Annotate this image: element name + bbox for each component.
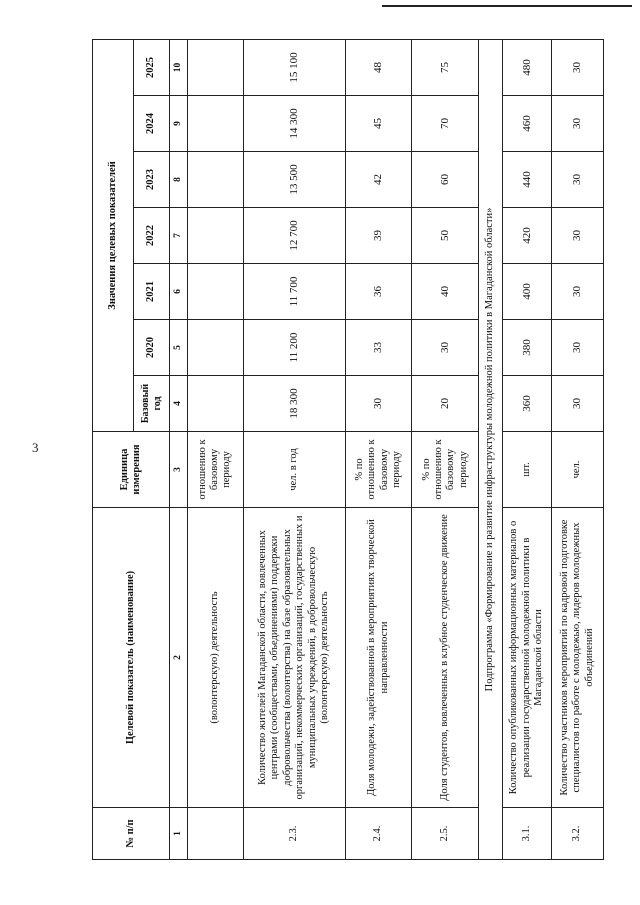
row-value: 45 <box>345 96 412 152</box>
row-value: 30 <box>552 264 604 320</box>
column-index: 5 <box>170 320 187 376</box>
row-value: 50 <box>412 208 479 264</box>
column-index: 10 <box>170 39 187 95</box>
column-index: 4 <box>170 376 187 432</box>
row-unit: шт. <box>502 432 551 508</box>
row-unit: чел. <box>552 432 604 508</box>
row-num <box>187 808 243 860</box>
row-value: 30 <box>552 376 604 432</box>
row-value: 36 <box>345 264 412 320</box>
subprogram-row <box>479 39 503 859</box>
row-value: 39 <box>345 208 412 264</box>
table-row <box>502 39 551 859</box>
row-value <box>187 264 243 320</box>
row-value <box>187 39 243 95</box>
row-value: 20 <box>412 376 479 432</box>
row-name: Доля молодежи, задействованной в мероприятиях творческой направленности <box>345 508 412 808</box>
row-unit: отношению к базовому периоду <box>187 432 243 508</box>
header-unit: Единица измерения <box>93 432 170 508</box>
row-value: 460 <box>502 96 551 152</box>
table-row <box>345 39 412 859</box>
row-num: 3.1. <box>502 808 551 860</box>
row-value: 14 300 <box>243 96 345 152</box>
table-row <box>187 39 243 859</box>
row-value: 30 <box>412 320 479 376</box>
row-value: 33 <box>345 320 412 376</box>
row-value <box>187 96 243 152</box>
header-values-group: Значения целевых показателей <box>93 39 134 431</box>
row-value: 15 100 <box>243 39 345 95</box>
header-name: Целевой показатель (наименование) <box>93 508 170 808</box>
header-year: 2025 <box>133 39 170 95</box>
row-value: 440 <box>502 152 551 208</box>
row-value <box>187 208 243 264</box>
column-index: 7 <box>170 208 187 264</box>
row-value: 75 <box>412 39 479 95</box>
header-year: 2021 <box>133 264 170 320</box>
column-index: 8 <box>170 152 187 208</box>
rotated-table-container <box>92 40 604 860</box>
row-value: 30 <box>345 376 412 432</box>
row-value: 60 <box>412 152 479 208</box>
row-value: 11 700 <box>243 264 345 320</box>
row-unit: % по отношению к базовому периоду <box>345 432 412 508</box>
column-index: 2 <box>170 508 187 808</box>
row-value: 420 <box>502 208 551 264</box>
row-value: 18 300 <box>243 376 345 432</box>
row-value: 12 700 <box>243 208 345 264</box>
row-value: 380 <box>502 320 551 376</box>
row-name: Количество участников мероприятий по кадровой подготовке специалистов по работе с молодежью, лидеров молодежных объединений <box>552 508 604 808</box>
row-value: 40 <box>412 264 479 320</box>
row-value: 42 <box>345 152 412 208</box>
row-value: 30 <box>552 208 604 264</box>
row-name: Количество жителей Магаданской области, вовлеченных центрами (сообществами, объединениями) поддержки добровольчества (волонтерства) на базе образовательных организаций, некоммерческих организаций, государственных и муниципальных учреждений, в добровольческую (волонтерскую) деятельность <box>243 508 345 808</box>
row-name: (волонтерскую) деятельность <box>187 508 243 808</box>
row-value: 13 500 <box>243 152 345 208</box>
header-year: 2022 <box>133 208 170 264</box>
row-num: 2.5. <box>412 808 479 860</box>
page-number: 3 <box>32 440 39 455</box>
column-index: 9 <box>170 96 187 152</box>
row-name: Доля студентов, вовлеченных в клубное студенческое движение <box>412 508 479 808</box>
row-value: 360 <box>502 376 551 432</box>
subprogram-title: Подпрограмма «Формирование и развитие инфраструктуры молодежной политики в Магаданской области» <box>479 39 503 859</box>
header-year: 2024 <box>133 96 170 152</box>
header-year: 2023 <box>133 152 170 208</box>
row-name: Количество опубликованных информационных материалов о реализации государственной молодежной политики в Магаданской области <box>502 508 551 808</box>
row-value: 30 <box>552 39 604 95</box>
top-rule <box>382 5 632 7</box>
row-value: 480 <box>502 39 551 95</box>
row-value <box>187 376 243 432</box>
column-index: 1 <box>170 808 187 860</box>
row-value: 30 <box>552 320 604 376</box>
row-value <box>187 152 243 208</box>
row-num: 3.2. <box>552 808 604 860</box>
column-index: 3 <box>170 432 187 508</box>
row-value <box>187 320 243 376</box>
row-num: 2.3. <box>243 808 345 860</box>
table-row <box>552 39 604 859</box>
column-index: 6 <box>170 264 187 320</box>
row-value: 11 200 <box>243 320 345 376</box>
row-value: 400 <box>502 264 551 320</box>
indicators-table <box>92 39 604 860</box>
column-index-row <box>170 39 187 859</box>
row-unit: % по отношению к базовому периоду <box>412 432 479 508</box>
row-value: 48 <box>345 39 412 95</box>
table-row <box>243 39 345 859</box>
row-unit: чел. в год <box>243 432 345 508</box>
row-value: 30 <box>552 152 604 208</box>
header-base-year: Базовый год <box>133 376 170 432</box>
row-value: 30 <box>552 96 604 152</box>
table-row <box>412 39 479 859</box>
row-value: 70 <box>412 96 479 152</box>
header-year: 2020 <box>133 320 170 376</box>
row-num: 2.4. <box>345 808 412 860</box>
header-num: № п/п <box>93 808 170 860</box>
